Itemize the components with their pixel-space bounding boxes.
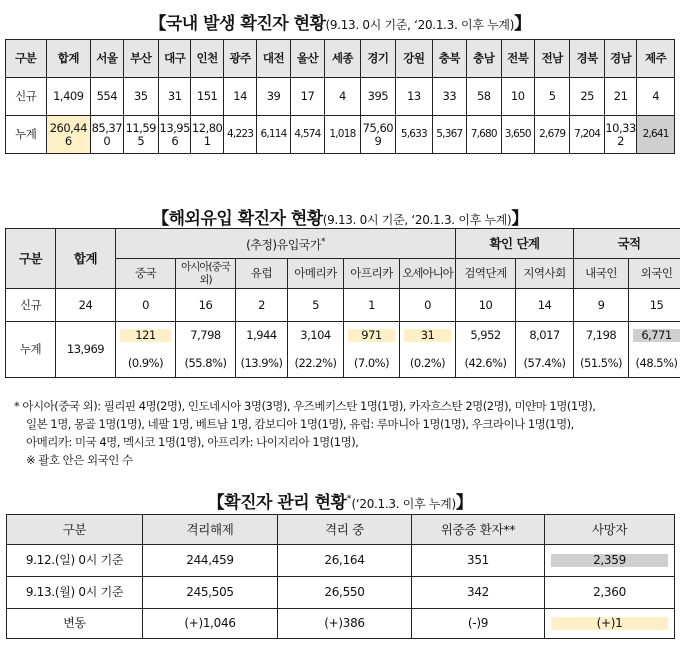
pct-cell: (7.0%) <box>344 350 400 378</box>
row-label: 신규 <box>6 289 56 322</box>
table-cell: 14 <box>223 78 256 116</box>
table-cell: 1,409 <box>46 78 91 116</box>
highlighted-value: 6,771 <box>633 329 680 342</box>
header-cell: 충남 <box>467 40 501 78</box>
table-cell <box>629 322 680 350</box>
management-title-end: 】 <box>455 493 473 513</box>
subheader-cell: 중국 <box>116 259 176 289</box>
row-label: 9.12.(일) 0시 기준 <box>7 545 143 577</box>
table-cell: 39 <box>257 78 290 116</box>
header-cell: 인천 <box>191 40 223 78</box>
table-cell: 4,574 <box>290 116 324 154</box>
table-cell: (+)1,046 <box>143 609 278 639</box>
footnote-line: 일본 1명, 몽골 1명(1명), 네팔 1명, 베트남 1명, 캄보디아 1명(1명), 유럽: 루마니아 1명(1명), 우크라이나 1명(1명), <box>26 417 574 431</box>
table-row <box>7 609 675 639</box>
table-cell: 5,952 <box>456 322 516 350</box>
table-row <box>6 322 680 350</box>
table-cell <box>545 545 675 577</box>
table-cell: 5 <box>288 289 344 322</box>
management-title-main: 【확진자 관리 현황 <box>207 493 347 513</box>
subheader-cell: 검역단계 <box>456 259 516 289</box>
domestic-title-main: 【국내 발생 확진자 현황 <box>149 14 326 34</box>
case-management-table <box>6 514 675 639</box>
table-cell: (+)386 <box>278 609 412 639</box>
header-group-countries <box>116 229 456 259</box>
pct-cell: (13.9%) <box>236 350 288 378</box>
table-cell: 9 <box>574 289 629 322</box>
table-cell: 4,223 <box>223 116 256 154</box>
table-cell: 4 <box>325 78 360 116</box>
management-title-sub: (‘20.1.3. 이후 누계) <box>351 497 456 511</box>
pct-cell: (0.9%) <box>116 350 176 378</box>
table-cell: 13,956 <box>159 116 191 154</box>
table-cell: 13 <box>396 78 432 116</box>
table-cell: 33 <box>432 78 466 116</box>
header-cell: 전북 <box>501 40 534 78</box>
subheader-cell: 아시아(중국 외) <box>176 259 236 289</box>
highlighted-value: 31 <box>404 329 451 342</box>
header-row <box>6 229 680 259</box>
header-cell: 구분 <box>6 229 56 289</box>
table-cell: 31 <box>159 78 191 116</box>
table-cell: 14 <box>516 289 574 322</box>
highlighted-value: (+)1 <box>551 617 668 630</box>
table-cell <box>344 322 400 350</box>
table-row <box>6 116 675 154</box>
table-cell: 35 <box>123 78 158 116</box>
table-cell: 11,595 <box>123 116 158 154</box>
table-cell: 7,798 <box>176 322 236 350</box>
pct-cell: (57.4%) <box>516 350 574 378</box>
pct-cell: (0.2%) <box>400 350 456 378</box>
row-label: 신규 <box>6 78 47 116</box>
subheader-cell: 오세아니아 <box>400 259 456 289</box>
row-label: 누계 <box>6 322 56 378</box>
header-cell: 제주 <box>637 40 675 78</box>
header-cell: 강원 <box>396 40 432 78</box>
overseas-title-end: 】 <box>511 209 528 229</box>
table-cell: 351 <box>412 545 545 577</box>
subheader-cell: 아메리카 <box>288 259 344 289</box>
table-row <box>7 545 675 577</box>
table-cell: 2,360 <box>545 577 675 609</box>
table-cell: 5,367 <box>432 116 466 154</box>
domestic-title-end: 】 <box>514 14 531 34</box>
table-row <box>6 78 675 116</box>
header-cell: 경남 <box>604 40 636 78</box>
overseas-title <box>0 204 680 229</box>
table-cell-highlighted: 2,641 <box>637 116 675 154</box>
pct-cell: (42.6%) <box>456 350 516 378</box>
highlighted-value: 2,359 <box>551 554 668 567</box>
pct-cell: (48.5%) <box>629 350 680 378</box>
table-cell: 554 <box>91 78 123 116</box>
table-cell: 3,650 <box>501 116 534 154</box>
table-cell: 85,370 <box>91 116 123 154</box>
table-cell: 7,680 <box>467 116 501 154</box>
table-row <box>7 577 675 609</box>
table-cell: 26,164 <box>278 545 412 577</box>
table-cell: 0 <box>400 289 456 322</box>
table-cell: 7,198 <box>574 322 629 350</box>
footnotes <box>14 397 595 469</box>
table-cell: 10 <box>456 289 516 322</box>
header-cell: 격리해제 <box>143 515 278 545</box>
overseas-title-main: 【해외유입 확진자 현황 <box>152 209 323 229</box>
table-cell: 6,114 <box>257 116 290 154</box>
table-cell <box>400 322 456 350</box>
pct-cell: (55.8%) <box>176 350 236 378</box>
header-cell: 대구 <box>159 40 191 78</box>
highlighted-value: 971 <box>348 329 395 342</box>
header-cell: 전남 <box>534 40 569 78</box>
management-title <box>0 488 680 513</box>
header-cell: 합계 <box>46 40 91 78</box>
table-cell: 151 <box>191 78 223 116</box>
header-cell: 사망자 <box>545 515 675 545</box>
row-label: 누계 <box>6 116 47 154</box>
footnote-line: ※ 괄호 안은 외국인 수 <box>26 453 133 467</box>
subheader-cell: 내국인 <box>574 259 629 289</box>
table-cell: 58 <box>467 78 501 116</box>
row-label: 9.13.(월) 0시 기준 <box>7 577 143 609</box>
table-cell: 342 <box>412 577 545 609</box>
table-cell: (-)9 <box>412 609 545 639</box>
table-cell: 2,679 <box>534 116 569 154</box>
highlighted-value: 121 <box>120 329 171 342</box>
table-cell: 0 <box>116 289 176 322</box>
subheader-cell: 외국인 <box>629 259 680 289</box>
header-cell: 위중증 환자** <box>412 515 545 545</box>
table-cell: 25 <box>570 78 604 116</box>
table-cell: 245,505 <box>143 577 278 609</box>
table-cell: 7,204 <box>570 116 604 154</box>
header-group-nationality: 국적 <box>574 229 680 259</box>
table-cell: 12,801 <box>191 116 223 154</box>
header-row <box>7 515 675 545</box>
table-cell: 15 <box>629 289 680 322</box>
table-cell <box>116 322 176 350</box>
table-cell: 13,969 <box>56 322 116 378</box>
table-cell: 26,550 <box>278 577 412 609</box>
header-cell: 부산 <box>123 40 158 78</box>
table-cell: 10,332 <box>604 116 636 154</box>
subheader-cell: 아프리카 <box>344 259 400 289</box>
header-cell: 격리 중 <box>278 515 412 545</box>
table-cell: 5 <box>534 78 569 116</box>
table-cell: 16 <box>176 289 236 322</box>
table-cell: 1 <box>344 289 400 322</box>
header-cell: 합계 <box>56 229 116 289</box>
table-cell: 5,633 <box>396 116 432 154</box>
table-cell: 3,104 <box>288 322 344 350</box>
header-cell: 울산 <box>290 40 324 78</box>
row-label: 변동 <box>7 609 143 639</box>
table-cell: 395 <box>360 78 395 116</box>
table-cell: 4 <box>637 78 675 116</box>
header-group-stage: 확인 단계 <box>456 229 574 259</box>
domestic-cases-table <box>5 39 675 154</box>
footnote-mark: * <box>320 236 325 247</box>
table-cell: 8,017 <box>516 322 574 350</box>
domestic-title <box>0 9 680 34</box>
footnote-mark: * <box>346 493 352 505</box>
footnote-line: * 아시아(중국 외): 필리핀 4명(2명), 인도네시아 3명(3명), 우즈베키스탄 1명(1명), 카자흐스탄 2명(2명), 미얀마 1명(1명), <box>14 399 596 413</box>
header-group-label: (추정)유입국가 <box>246 237 321 252</box>
table-cell: 1,944 <box>236 322 288 350</box>
table-cell: 24 <box>56 289 116 322</box>
header-cell: 광주 <box>223 40 256 78</box>
header-cell: 구분 <box>7 515 143 545</box>
pct-cell: (51.5%) <box>574 350 629 378</box>
header-cell: 대전 <box>257 40 290 78</box>
pct-cell: (22.2%) <box>288 350 344 378</box>
overseas-title-sub: (9.13. 0시 기준, ‘20.1.3. 이후 누계) <box>322 213 512 227</box>
header-cell: 충북 <box>432 40 466 78</box>
header-cell: 세종 <box>325 40 360 78</box>
header-cell: 서울 <box>91 40 123 78</box>
table-cell-highlighted: 260,446 <box>46 116 91 154</box>
table-cell: 2 <box>236 289 288 322</box>
header-cell: 구분 <box>6 40 47 78</box>
table-cell <box>545 609 675 639</box>
table-cell: 1,018 <box>325 116 360 154</box>
table-cell: 244,459 <box>143 545 278 577</box>
overseas-cases-table <box>5 228 680 378</box>
table-row <box>6 289 680 322</box>
header-cell: 경기 <box>360 40 395 78</box>
header-row <box>6 40 675 78</box>
table-cell: 10 <box>501 78 534 116</box>
header-cell: 경북 <box>570 40 604 78</box>
table-cell: 75,609 <box>360 116 395 154</box>
table-cell: 21 <box>604 78 636 116</box>
footnote-line: 아메리카: 미국 4명, 멕시코 1명(1명), 아프리카: 나이지리아 1명(1명), <box>26 435 359 449</box>
subheader-cell: 유럽 <box>236 259 288 289</box>
domestic-title-sub: (9.13. 0시 기준, ‘20.1.3. 이후 누계) <box>325 18 515 32</box>
table-cell: 17 <box>290 78 324 116</box>
subheader-cell: 지역사회 <box>516 259 574 289</box>
